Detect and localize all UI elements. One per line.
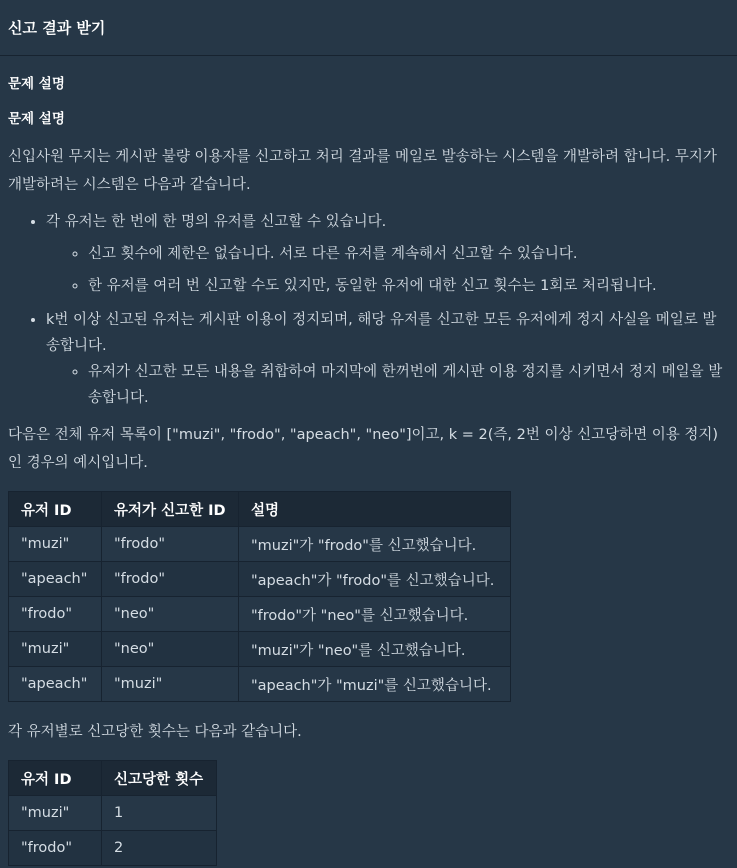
- table-cell: "apeach": [9, 667, 102, 702]
- table-cell: 1: [102, 796, 217, 831]
- rule-text: k번 이상 신고된 유저는 게시판 이용이 정지되며, 해당 유저를 신고한 모든 유저에게 정지 사실을 메일로 발송합니다.: [46, 312, 717, 354]
- table-cell: "muzi": [102, 667, 239, 702]
- rule-subitem: ◦ 유저가 신고한 모든 내용을 취합하여 마지막에 한꺼번에 게시판 이용 정지를 시키면서 정지 메일을 발송합니다.: [88, 359, 729, 411]
- report-count-table: [8, 760, 217, 866]
- table-cell: "muzi"가 "neo"를 신고했습니다.: [239, 632, 511, 667]
- rule-item: [46, 307, 729, 411]
- table-row: [9, 562, 511, 597]
- table-cell: "apeach"가 "muzi"를 신고했습니다.: [239, 667, 511, 702]
- table-cell: "muzi"가 "frodo"를 신고했습니다.: [239, 527, 511, 562]
- section-subheading: 문제 설명: [8, 111, 65, 127]
- table-row: [9, 667, 511, 702]
- table-row: [9, 831, 217, 866]
- table-header-cell: 유저가 신고한 ID: [102, 492, 239, 527]
- table-cell: "frodo": [9, 597, 102, 632]
- table-row: [9, 632, 511, 667]
- table-cell: "neo": [102, 632, 239, 667]
- table-cell: "frodo": [102, 562, 239, 597]
- table-row: [9, 527, 511, 562]
- table-cell: "frodo"가 "neo"를 신고했습니다.: [239, 597, 511, 632]
- table-cell: 2: [102, 831, 217, 866]
- table-cell: "frodo": [102, 527, 239, 562]
- table-row: [9, 597, 511, 632]
- intro-paragraph: 신입사원 무지는 게시판 불량 이용자를 신고하고 처리 결과를 메일로 발송하는 시스템을 개발하려 합니다. 무지가 개발하려는 시스템은 다음과 같습니다.: [8, 149, 717, 193]
- rule-sublist: [46, 241, 729, 299]
- rule-text: 각 유저는 한 번에 한 명의 유저를 신고할 수 있습니다.: [46, 214, 387, 230]
- rule-sublist: [46, 359, 729, 411]
- table-header-cell: 유저 ID: [9, 492, 102, 527]
- table-header-row: [9, 761, 217, 796]
- table-row: [9, 796, 217, 831]
- count-paragraph: 각 유저별로 신고당한 횟수는 다음과 같습니다.: [8, 724, 302, 740]
- table-cell: "frodo": [9, 831, 102, 866]
- table-cell: "muzi": [9, 527, 102, 562]
- table-cell: "apeach": [9, 562, 102, 597]
- problem-title: 신고 결과 받기: [8, 19, 106, 37]
- table-header-cell: 신고당한 횟수: [102, 761, 217, 796]
- problem-title-bar: [0, 0, 737, 56]
- table-cell: "muzi": [9, 632, 102, 667]
- problem-description: [0, 75, 737, 866]
- rule-subitem: ◦ 신고 횟수에 제한은 없습니다. 서로 다른 유저를 계속해서 신고할 수 있습니다.: [88, 241, 729, 267]
- rule-subitem: ◦ 한 유저를 여러 번 신고할 수도 있지만, 동일한 유저에 대한 신고 횟수는 1회로 처리됩니다.: [88, 273, 729, 299]
- rule-item: [46, 209, 729, 299]
- table-cell: "muzi": [9, 796, 102, 831]
- table-header-cell: 유저 ID: [9, 761, 102, 796]
- table-header-cell: 설명: [239, 492, 511, 527]
- table-header-row: [9, 492, 511, 527]
- table-cell: "neo": [102, 597, 239, 632]
- rules-list: [8, 209, 729, 411]
- report-table: [8, 491, 511, 702]
- table-cell: "apeach"가 "frodo"를 신고했습니다.: [239, 562, 511, 597]
- section-heading: 문제 설명: [8, 76, 65, 92]
- example-paragraph: 다음은 전체 유저 목록이 ["muzi", "frodo", "apeach", "neo"]이고, k = 2(즉, 2번 이상 신고당하면 이용 정지)인 경우의 예시입니다.: [8, 427, 719, 471]
